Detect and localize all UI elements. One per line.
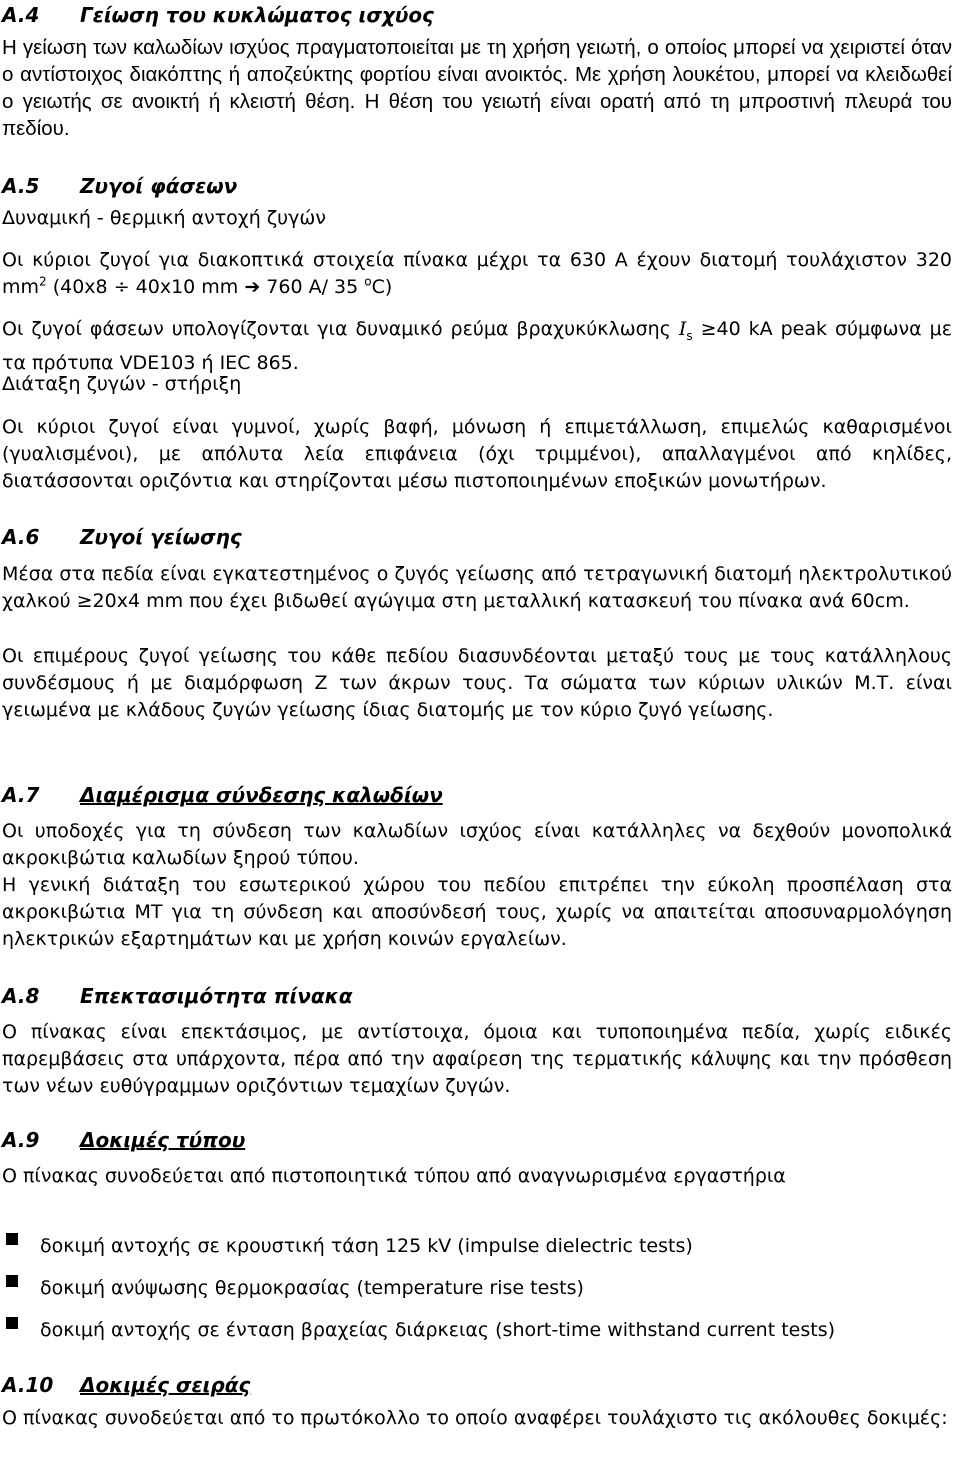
section-a7-heading (2, 781, 952, 809)
text-run: 40x10 mm (129, 276, 245, 298)
subheading-dynamic-thermal: Δυναμική - θερμική αντοχή ζυγών (2, 207, 326, 229)
bullet-square-icon (6, 1233, 18, 1245)
section-a10-heading (2, 1371, 952, 1399)
section-a5-heading (2, 172, 952, 200)
ge-symbol: ≥ (76, 590, 93, 612)
section-a9-heading (2, 1126, 952, 1154)
list-item (2, 1275, 952, 1317)
section-a8-heading (2, 982, 952, 1010)
section-number: A.10 (2, 1373, 54, 1397)
section-a9-paragraph-1: Ο πίνακας συνοδεύεται από πιστοποιητικά τύπου από αναγνωρισμένα εργαστήρια (2, 1165, 786, 1187)
section-number: A.7 (2, 783, 40, 807)
list-item-text: δοκιμή αντοχής σε κρουστική τάση 125 kV (impulse dielectric tests) (40, 1235, 693, 1257)
section-title: Γείωση του κυκλώματος ισχύος (80, 3, 434, 27)
section-a4-paragraph: Η γείωση των καλωδίων ισχύος πραγματοποιείται με τη χρήση γειωτή, ο οποίος μπορεί να χειριστεί όταν ο αντίστοιχος διακόπτης ή αποζεύκτης φορτίου είναι ανοικτός. Με χρήση λουκέτου, μπορεί να κλειδωθεί ο γειωτής σε ανοικτή ή κλειστή θέση. Η θέση του γειωτή είναι ορατή από τη μπροστινή πλευρά του πεδίου. (2, 36, 952, 140)
type-tests-list (2, 1233, 952, 1359)
section-a5-paragraph-3: Οι κύριοι ζυγοί είναι γυμνοί, χωρίς βαφή, μόνωση ή επιμετάλλωση, επιμελώς καθαρισμένοι (γυαλισμένοι), με απόλυτα λεία επιφάνεια (όχι τριμμένοι), απαλλαγμένοι από κηλίδες, διατάσσονται οριζόντια και στηρίζονται μέσω πιστοποιημένων εποξικών μονωτήρων. (2, 416, 952, 492)
section-a6-heading (2, 523, 952, 551)
section-a4-heading (2, 1, 952, 29)
section-number: A.8 (2, 984, 40, 1008)
bullet-square-icon (6, 1275, 18, 1287)
section-title: Επεκτασιμότητα πίνακα (80, 984, 353, 1008)
text-run: Οι ζυγοί φάσεων υπολογίζονται για δυναμικό ρεύμα βραχυκύκλωσης (2, 318, 679, 340)
text-run: 40 kA peak σύμφωνα με τα πρότυπα VDE103 ή IEC 865. (2, 318, 952, 374)
section-a7-paragraph-2: Η γενική διάταξη του εσωτερικού χώρου του πεδίου επιτρέπει την εύκολη προσπέλαση στα ακροκιβώτια ΜΤ για τη σύνδεση και αποσύνδεσή τους, χωρίς να απαιτείται αποσυναρμολόγηση ηλεκτρικών εξαρτημάτων και με χρήση κοινών εργαλείων. (2, 874, 952, 950)
section-a10-paragraph-1: Ο πίνακας συνοδεύεται από το πρωτόκολλο το οποίο αναφέρει τουλάχιστο τις ακόλουθες δοκιμές: (2, 1407, 948, 1429)
section-number: A.5 (2, 174, 40, 198)
list-item-text: δοκιμή αντοχής σε ένταση βραχείας διάρκειας (short-time withstand current tests) (40, 1319, 836, 1341)
section-title: Δοκιμές σειράς (80, 1373, 251, 1397)
section-title: Ζυγοί φάσεων (80, 174, 238, 198)
section-a7-paragraph-1: Οι υποδοχές για τη σύνδεση των καλωδίων ισχύος είναι κατάλληλες να δεχθούν μονοπολικά ακροκιβώτια καλωδίων ξηρού τύπου. (2, 820, 952, 869)
section-a5-paragraph-2 (2, 316, 952, 377)
section-number: A.9 (2, 1128, 40, 1152)
section-a8-paragraph-1: Ο πίνακας είναι επεκτάσιμος, με αντίστοιχα, όμοια και τυποποιημένα πεδία, χωρίς ειδικές παρεμβάσεις στα υπάρχοντα, πέρα από την αφαίρεση της τερματικής κάλυψης και την πρόσθεση των νέων ευθύγραμμων οριζόντιων τεμαχίων ζυγών. (2, 1021, 952, 1097)
list-item-text: δοκιμή ανύψωσης θερμοκρασίας (temperature rise tests) (40, 1277, 584, 1299)
text-run: 760 A/ 35 (260, 276, 365, 298)
section-title: Διαμέρισμα σύνδεσης καλωδίων (80, 783, 443, 807)
text-run: (40x8 (46, 276, 114, 298)
superscript: 2 (39, 274, 47, 289)
degree-symbol: o (364, 274, 372, 289)
arrow-icon: ➔ (244, 276, 261, 298)
list-item (2, 1233, 952, 1275)
division-symbol: ÷ (113, 276, 130, 298)
section-title: Δοκιμές τύπου (80, 1128, 246, 1152)
section-a6-paragraph-1 (2, 561, 952, 615)
text-run: 20x4 mm που έχει βιδωθεί αγώγιμα στη μεταλλική κατασκευή του πίνακα ανά 60cm. (92, 590, 910, 612)
section-number: A.6 (2, 525, 40, 549)
symbol-is: I (678, 318, 687, 340)
list-item (2, 1317, 952, 1359)
section-a6-paragraph-2: Οι επιμέρους ζυγοί γείωσης του κάθε πεδίου διασυνδέονται μεταξύ τους με τους κατάλληλους συνδέσμους ή με διαμόρφωση Ζ των άκρων τους. Τα σώματα των κύριων υλικών Μ.Τ. είναι γειωμένα με κλάδους ζυγών γείωσης ίδιας διατομής με τον κύριο ζυγό γείωσης. (2, 645, 952, 721)
section-title: Ζυγοί γείωσης (80, 525, 242, 549)
subscript: s (686, 328, 693, 343)
text-run: Μέσα στα πεδία είναι εγκατεστημένος ο ζυγός γείωσης από τετραγωνική διατομή ηλεκτρολυτικού χαλκού (2, 563, 952, 612)
section-a5-paragraph-1 (2, 247, 952, 301)
bullet-square-icon (6, 1317, 18, 1329)
subheading-bus-arrangement: Διάταξη ζυγών - στήριξη (2, 373, 242, 395)
text-run: C) (371, 276, 393, 298)
section-number: A.4 (2, 3, 40, 27)
ge-symbol: ≥ (692, 318, 717, 340)
text-run: Οι κύριοι ζυγοί για διακοπτικά στοιχεία πίνακα μέχρι τα 630 Α έχουν διατομή τουλάχιστον 320 mm (2, 249, 952, 298)
